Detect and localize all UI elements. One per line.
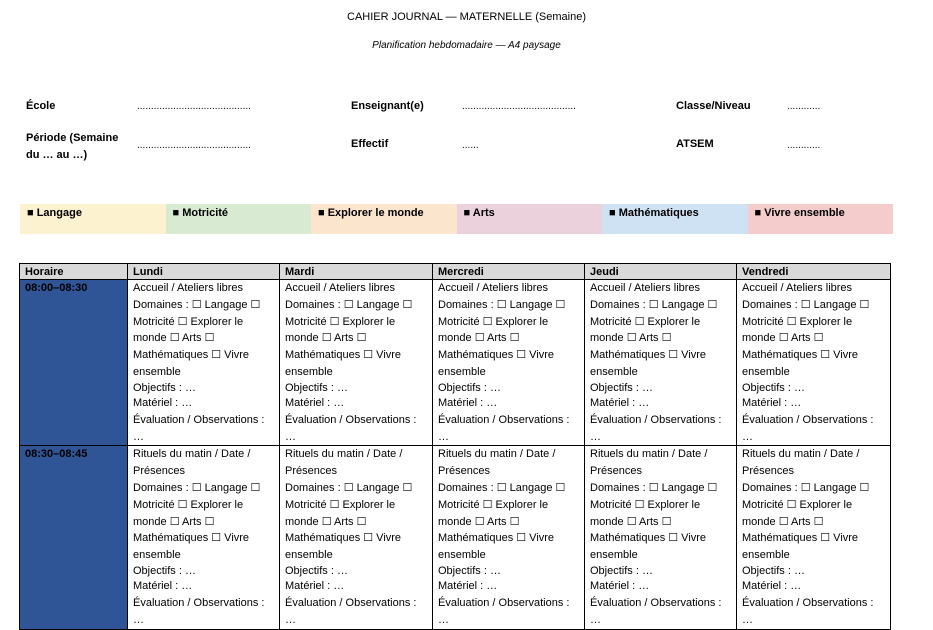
materiel-field[interactable]: Matériel : … (590, 580, 650, 593)
activity-text: Accueil / Ateliers libres (133, 282, 244, 294)
materiel-field[interactable]: Matériel : … (438, 580, 498, 593)
cell-jeudi[interactable] (585, 280, 737, 446)
evaluation-field[interactable]: Évaluation / Observations : … (133, 413, 265, 443)
materiel-field[interactable]: Matériel : … (590, 397, 650, 410)
ecole-label: École (26, 100, 56, 112)
objectifs-field[interactable]: Objectifs : … (285, 381, 348, 394)
header-mercredi: Mercredi (433, 264, 585, 280)
activity-text: Rituels du matin / Date / Présences (438, 448, 556, 478)
effectif-label: Effectif (351, 138, 389, 150)
effectif-field[interactable]: ...... (462, 140, 479, 151)
periode-label-line2: du … au …) (26, 149, 88, 161)
time-slot: 08:30–08:45 (20, 446, 128, 629)
legend-arts: ■ Arts (457, 204, 603, 234)
cell-vendredi[interactable] (737, 280, 891, 446)
document-subtitle: Planification hebdomadaire — A4 paysage (372, 40, 561, 51)
ecole-field[interactable]: ......................................... (137, 101, 251, 112)
domaines-checklist[interactable]: Domaines : ☐ Langage ☐ Motricité ☐ Explorer le monde ☐ Arts ☐ Mathématiques ☐ Vivre ensemble (438, 481, 566, 562)
enseignant-label: Enseignant(e) (351, 100, 424, 112)
objectifs-field[interactable]: Objectifs : … (133, 564, 196, 577)
domain-legend (20, 204, 893, 234)
evaluation-field[interactable]: Évaluation / Observations : … (590, 413, 722, 443)
evaluation-field[interactable]: Évaluation / Observations : … (285, 596, 417, 626)
activity-text: Rituels du matin / Date / Présences (590, 448, 708, 478)
cell-lundi[interactable] (128, 280, 280, 446)
cell-mercredi[interactable] (433, 446, 585, 629)
materiel-field[interactable]: Matériel : … (133, 580, 193, 593)
domaines-checklist[interactable]: Domaines : ☐ Langage ☐ Motricité ☐ Explorer le monde ☐ Arts ☐ Mathématiques ☐ Vivre ensemble (133, 298, 261, 378)
legend-motricite: ■ Motricité (166, 204, 312, 234)
domaines-checklist[interactable]: Domaines : ☐ Langage ☐ Motricité ☐ Explorer le monde ☐ Arts ☐ Mathématiques ☐ Vivre ensemble (285, 298, 413, 378)
materiel-field[interactable]: Matériel : … (133, 397, 193, 410)
activity-text: Rituels du matin / Date / Présences (133, 448, 251, 478)
materiel-field[interactable]: Matériel : … (742, 580, 802, 593)
evaluation-field[interactable]: Évaluation / Observations : … (742, 413, 874, 443)
evaluation-field[interactable]: Évaluation / Observations : … (742, 596, 874, 626)
domaines-checklist[interactable]: Domaines : ☐ Langage ☐ Motricité ☐ Explorer le monde ☐ Arts ☐ Mathématiques ☐ Vivre ensemble (742, 298, 870, 378)
enseignant-field[interactable]: ......................................... (462, 101, 576, 112)
legend-mathematiques: ■ Mathématiques (602, 204, 748, 234)
domaines-checklist[interactable]: Domaines : ☐ Langage ☐ Motricité ☐ Explorer le monde ☐ Arts ☐ Mathématiques ☐ Vivre ensemble (133, 481, 261, 562)
objectifs-field[interactable]: Objectifs : … (285, 564, 348, 577)
activity-text: Rituels du matin / Date / Présences (285, 448, 403, 478)
activity-text: Rituels du matin / Date / Présences (742, 448, 860, 478)
header-row (20, 264, 891, 280)
materiel-field[interactable]: Matériel : … (285, 580, 345, 593)
header-mardi: Mardi (280, 264, 433, 280)
materiel-field[interactable]: Matériel : … (285, 397, 345, 410)
domaines-checklist[interactable]: Domaines : ☐ Langage ☐ Motricité ☐ Explorer le monde ☐ Arts ☐ Mathématiques ☐ Vivre ensemble (742, 481, 870, 562)
periode-label-line1: Période (Semaine (26, 132, 119, 144)
objectifs-field[interactable]: Objectifs : … (590, 564, 653, 577)
header-horaire: Horaire (20, 264, 128, 280)
domaines-checklist[interactable]: Domaines : ☐ Langage ☐ Motricité ☐ Explorer le monde ☐ Arts ☐ Mathématiques ☐ Vivre ensemble (590, 298, 718, 378)
materiel-field[interactable]: Matériel : … (742, 397, 802, 410)
atsem-label: ATSEM (676, 138, 714, 150)
activity-text: Accueil / Ateliers libres (438, 282, 549, 294)
table-row (20, 280, 891, 446)
atsem-field[interactable]: ............ (787, 140, 821, 151)
cell-vendredi[interactable] (737, 446, 891, 629)
objectifs-field[interactable]: Objectifs : … (133, 381, 196, 394)
cell-jeudi[interactable] (585, 446, 737, 629)
classe-label: Classe/Niveau (676, 100, 751, 112)
cell-mardi[interactable] (280, 446, 433, 629)
activity-text: Accueil / Ateliers libres (742, 282, 853, 294)
evaluation-field[interactable]: Évaluation / Observations : … (438, 596, 570, 626)
cell-mercredi[interactable] (433, 280, 585, 446)
periode-field[interactable]: ......................................... (137, 140, 251, 151)
activity-text: Accueil / Ateliers libres (590, 282, 701, 294)
legend-vivre-ensemble: ■ Vivre ensemble (748, 204, 894, 234)
cell-lundi[interactable] (128, 446, 280, 629)
evaluation-field[interactable]: Évaluation / Observations : … (133, 596, 265, 626)
objectifs-field[interactable]: Objectifs : … (742, 564, 805, 577)
materiel-field[interactable]: Matériel : … (438, 397, 498, 410)
schedule-table (19, 263, 891, 630)
objectifs-field[interactable]: Objectifs : … (438, 381, 501, 394)
header-vendredi: Vendredi (737, 264, 891, 280)
objectifs-field[interactable]: Objectifs : … (438, 564, 501, 577)
cell-mardi[interactable] (280, 280, 433, 446)
evaluation-field[interactable]: Évaluation / Observations : … (438, 413, 570, 443)
document-title: CAHIER JOURNAL — MATERNELLE (Semaine) (347, 11, 586, 23)
domaines-checklist[interactable]: Domaines : ☐ Langage ☐ Motricité ☐ Explorer le monde ☐ Arts ☐ Mathématiques ☐ Vivre ensemble (438, 298, 566, 378)
domaines-checklist[interactable]: Domaines : ☐ Langage ☐ Motricité ☐ Explorer le monde ☐ Arts ☐ Mathématiques ☐ Vivre ensemble (590, 481, 718, 562)
activity-text: Accueil / Ateliers libres (285, 282, 396, 294)
legend-langage: ■ Langage (20, 204, 166, 234)
periode-label (26, 130, 118, 164)
objectifs-field[interactable]: Objectifs : … (742, 381, 805, 394)
evaluation-field[interactable]: Évaluation / Observations : … (285, 413, 417, 443)
evaluation-field[interactable]: Évaluation / Observations : … (590, 596, 722, 626)
legend-explorer-le-monde: ■ Explorer le monde (311, 204, 457, 234)
classe-field[interactable]: ............ (787, 101, 821, 112)
objectifs-field[interactable]: Objectifs : … (590, 381, 653, 394)
header-jeudi: Jeudi (585, 264, 737, 280)
time-slot: 08:00–08:30 (20, 280, 128, 446)
header-lundi: Lundi (128, 264, 280, 280)
domaines-checklist[interactable]: Domaines : ☐ Langage ☐ Motricité ☐ Explorer le monde ☐ Arts ☐ Mathématiques ☐ Vivre ensemble (285, 481, 413, 562)
table-row (20, 446, 891, 629)
